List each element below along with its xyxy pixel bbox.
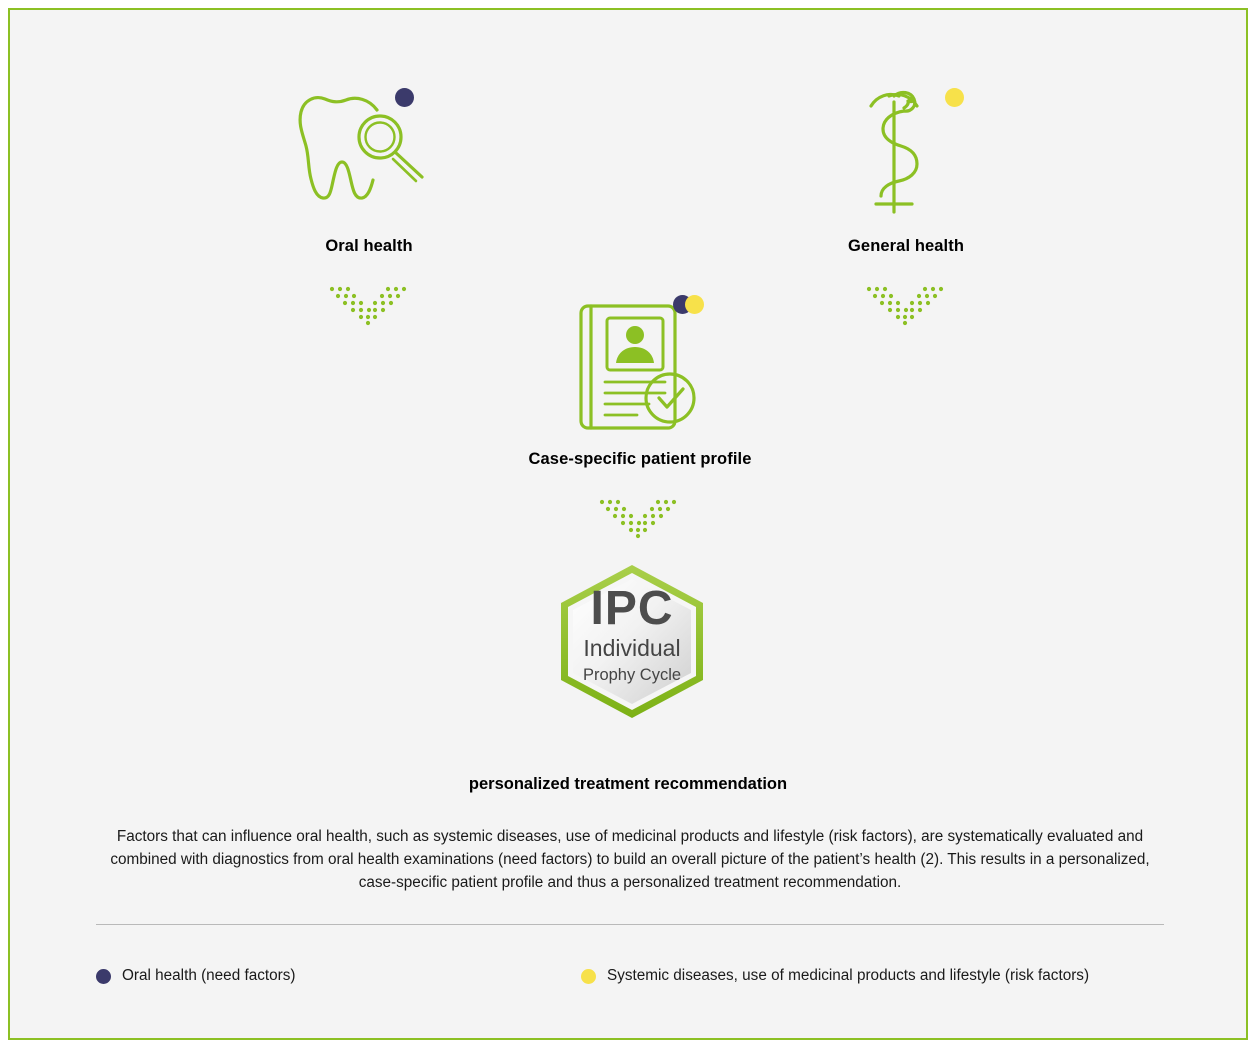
body-text: Factors that can influence oral health, such as systemic diseases, use of medicinal products and lifestyle (risk factors), are systematically evaluated and combined with diagnostics from oral health examinations (need factors) to build an overall picture of the patient’s health (2). This results in a personalized, case-specific patient profile and thus a personalized treatment recommendation. [110,828,1150,891]
legend-label-need-factors: Oral health (need factors) [122,967,296,984]
recommendation-label: personalized treatment recommendation [468,775,788,793]
badge-line2: Individual [583,635,681,661]
divider [96,924,1164,925]
hexagon-badge-icon [547,559,717,724]
arrow-oral-health-down [328,285,408,332]
arrow-general-health-down [865,285,945,332]
badge-line3: Prophy Cycle [582,666,682,684]
badge-dot-purple [395,88,414,107]
legend-dot-yellow [581,969,596,984]
node-patient-profile [500,290,780,469]
node-label-patient-profile: Case-specific patient profile [528,450,752,468]
diagram-stage [10,10,1246,1038]
badge-dot-yellow [945,88,964,107]
diagram-frame [8,8,1248,1040]
patient-record-card-icon [565,290,715,440]
node-general-health [775,80,1037,256]
legend-item-need-factors [96,967,295,985]
node-label-general-health: General health [847,237,965,255]
asclepius-rod-icon [831,80,981,225]
badge-title: IPC [590,582,674,635]
tooth-with-magnifier-icon [294,80,444,225]
legend-dot-purple [96,969,111,984]
node-oral-health [238,80,500,256]
arrow-profile-down [598,498,678,545]
legend-item-risk-factors [581,967,1089,985]
legend-label-risk-factors: Systemic diseases, use of medicinal products and lifestyle (risk factors) [607,967,1090,984]
badge-dot-yellow [685,295,704,314]
node-label-oral-health: Oral health [325,237,413,255]
